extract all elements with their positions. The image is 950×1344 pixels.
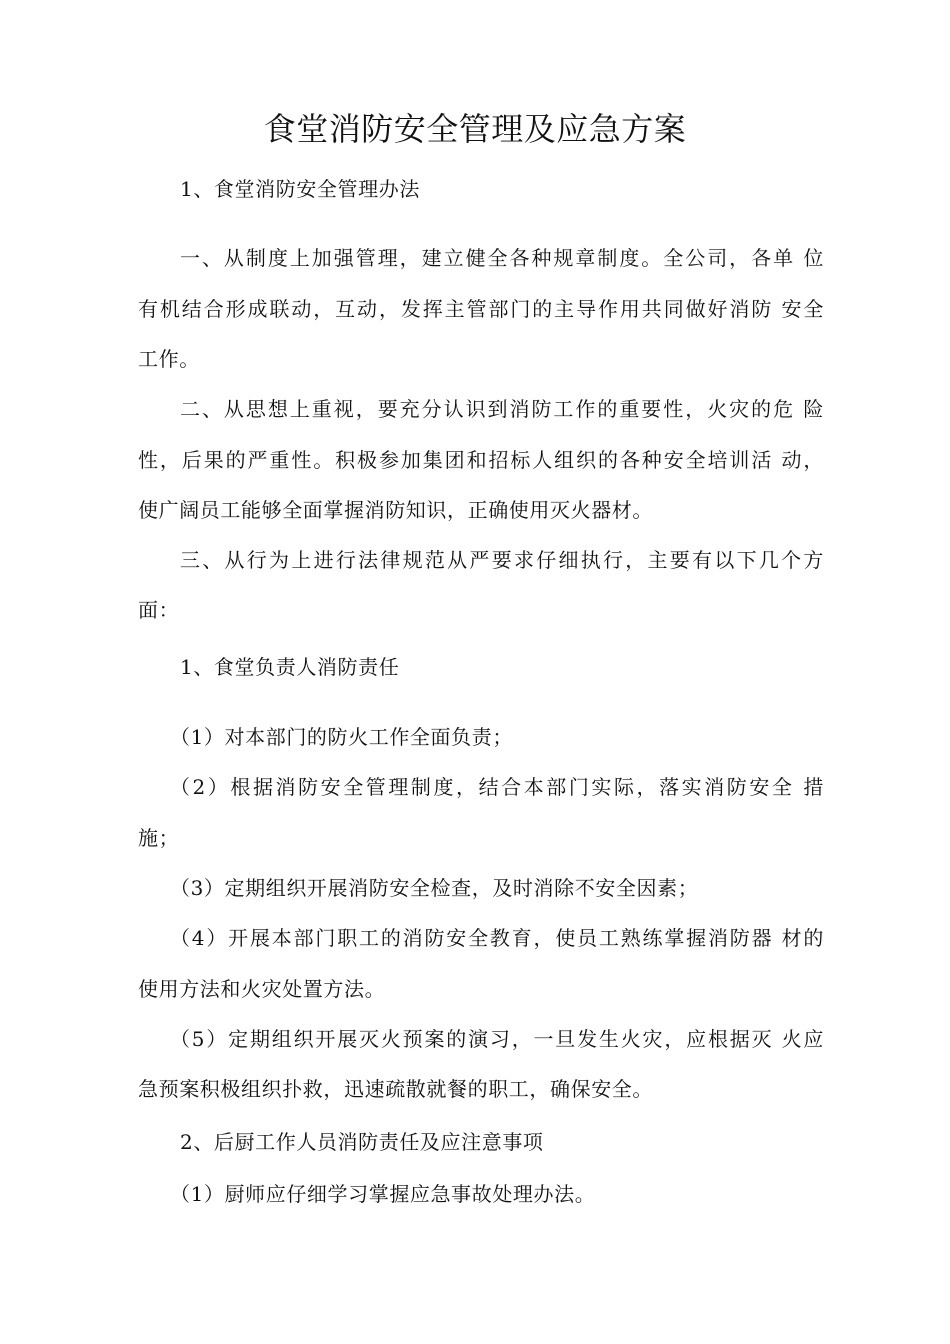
paragraph-line: 使广阔员工能够全面掌握消防知识，正确使用灭火器材。 (138, 498, 653, 522)
document-title: 食堂消防安全管理及应急方案 (263, 110, 687, 148)
paragraph-line: 性，后果的严重性。积极参加集团和招标人组织的各种安全培训活 动， (138, 448, 824, 472)
section-heading: 2、后厨工作人员消防责任及应注意事项 (180, 1130, 544, 1154)
list-item: （5）定期组织开展灭火预案的演习，一旦发生火灾，应根据灭 火应 (170, 1027, 824, 1051)
list-item-continuation: 使用方法和火灾处置方法。 (138, 977, 386, 1001)
list-item: （2）根据消防安全管理制度，结合本部门实际，落实消防安全 措 (170, 775, 824, 799)
list-item: （4）开展本部门职工的消防安全教育，使员工熟练掌握消防器 材的 (170, 926, 824, 950)
list-item: （1）对本部门的防火工作全面负责； (170, 725, 513, 749)
paragraph-line: 一、从制度上加强管理，建立健全各种规章制度。全公司，各单 位 (180, 246, 824, 270)
section-heading: 1、食堂消防安全管理办法 (180, 177, 420, 201)
list-item-continuation: 施； (138, 826, 180, 850)
paragraph-line: 有机结合形成联动，互动，发挥主管部门的主导作用共同做好消防 安全 (138, 297, 824, 321)
paragraph-line: 工作。 (138, 347, 200, 371)
paragraph-line: 二、从思想上重视，要充分认识到消防工作的重要性，火灾的危 险 (180, 397, 824, 421)
paragraph-line: 面： (138, 598, 180, 622)
section-heading: 1、食堂负责人消防责任 (180, 655, 400, 679)
list-item-continuation: 急预案积极组织扑救，迅速疏散就餐的职工，确保安全。 (138, 1077, 653, 1101)
paragraph-line: 三、从行为上进行法律规范从严要求仔细执行，主要有以下几个方 (180, 548, 824, 572)
list-item: （3）定期组织开展消防安全检查，及时消除不安全因素； (170, 876, 699, 900)
list-item: （1）厨师应仔细学习掌握应急事故处理办法。 (170, 1182, 596, 1206)
